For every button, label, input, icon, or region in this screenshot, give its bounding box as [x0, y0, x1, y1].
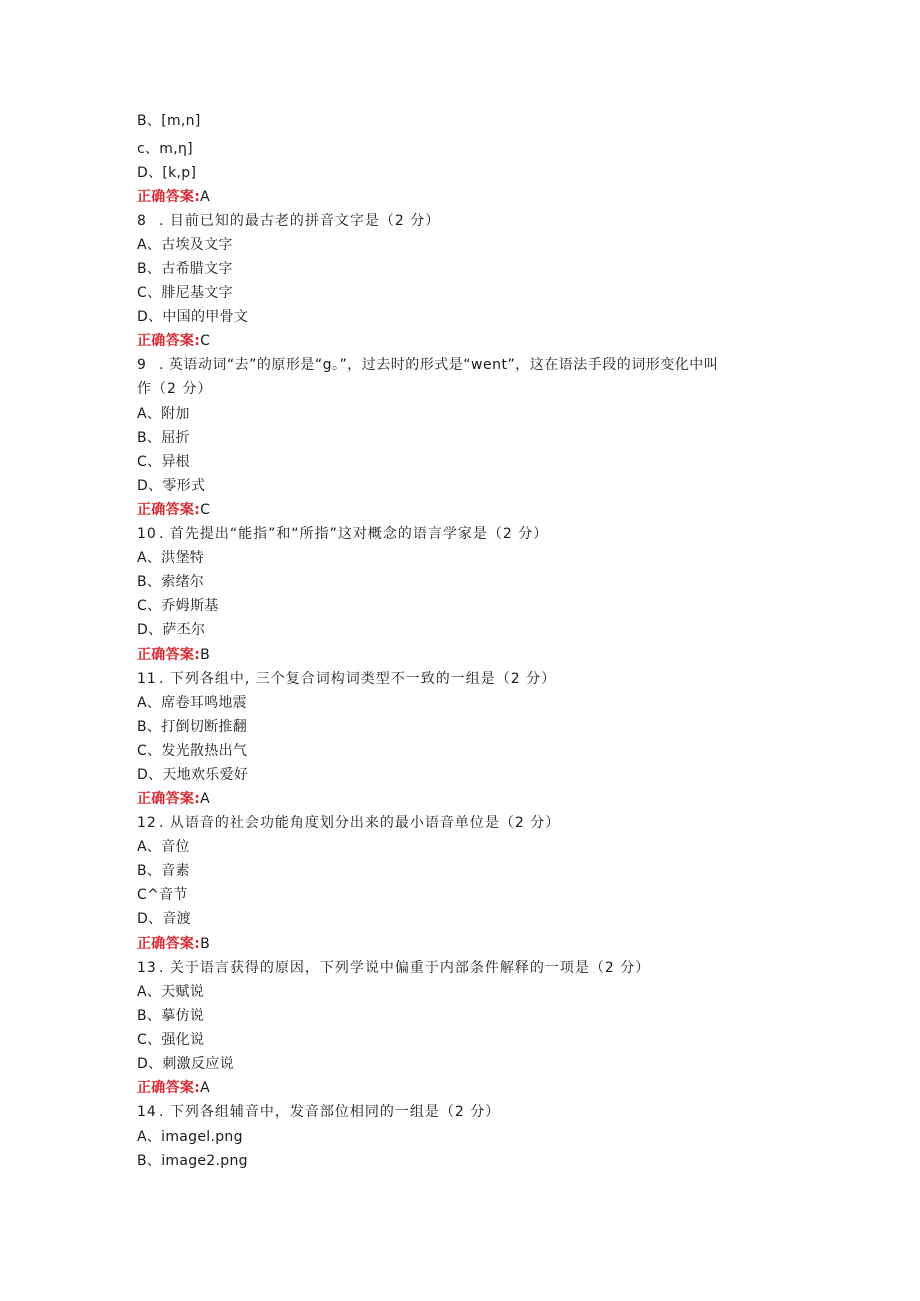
q8-option-a: A、古埃及文字 [137, 237, 233, 253]
q10-answer [137, 646, 210, 664]
q9-option-d: D、零形式 [137, 478, 206, 494]
answer-label: 正确答案: [137, 502, 201, 518]
q9-question-cont: 作（2 分） [137, 381, 213, 397]
q9-option-b: B、屈折 [137, 430, 190, 446]
q12-option-d: D、音渡 [137, 911, 191, 927]
answer-value: B [200, 647, 211, 663]
answer-value: A [200, 1080, 210, 1096]
q11-option-c: C、发光散热出气 [137, 743, 248, 759]
q7-option-d: D、[k,p] [137, 165, 197, 181]
answer-value: B [200, 936, 211, 952]
q8-option-b: B、古希腊文字 [137, 261, 233, 277]
q10-option-b: B、索绪尔 [137, 574, 205, 590]
question-number: 9 [137, 357, 147, 373]
q11-question [137, 670, 556, 688]
q9-option-a: A、附加 [137, 406, 190, 422]
question-text: . 关于语言获得的原因，下列学说中偏重于内部条件解释的一项是（2 分） [159, 960, 651, 976]
q7-answer [137, 188, 210, 206]
q13-option-a: A、天赋说 [137, 984, 205, 1000]
q8-question [137, 212, 440, 230]
q8-answer [137, 332, 210, 350]
q14-option-b: B、image2.png [137, 1153, 248, 1169]
question-text: . 下列各组辅音中，发音部位相同的一组是（2 分） [159, 1104, 501, 1120]
q10-option-a: A、洪堡特 [137, 550, 205, 566]
answer-label: 正确答案: [137, 791, 201, 807]
q13-question [137, 959, 650, 977]
q8-option-c: C、腓尼基文字 [137, 285, 233, 301]
question-text: . 英语动词“去”的原形是“g。”，过去时的形式是“went”，这在语法手段的词形变化中叫 [159, 357, 719, 373]
answer-label: 正确答案: [137, 647, 201, 663]
q7-option-c: c、m,η] [137, 141, 193, 157]
q11-option-a: A、席卷耳鸣地震 [137, 695, 247, 711]
q13-option-c: C、强化说 [137, 1032, 205, 1048]
answer-label: 正确答案: [137, 189, 201, 205]
answer-value: C [200, 502, 211, 518]
q10-option-c: C、乔姆斯基 [137, 598, 219, 614]
question-text: . 首先提出“能指”和“所指”这对概念的语言学家是（2 分） [159, 526, 549, 542]
q14-question [137, 1103, 500, 1121]
question-number: 8 [137, 213, 147, 229]
q12-question [137, 814, 560, 832]
q13-option-b: B、摹仿说 [137, 1008, 205, 1024]
q9-option-c: C、异根 [137, 454, 190, 470]
q11-option-b: B、打倒切断推翻 [137, 719, 248, 735]
q9-answer [137, 501, 210, 519]
question-number: 10 [137, 526, 157, 542]
q12-option-a: A、音位 [137, 839, 190, 855]
question-number: 13 [137, 960, 157, 976]
question-text: . 下列各组中, 三个复合词构词类型不一致的一组是（2 分） [159, 671, 557, 687]
question-text: . 从语音的社会功能角度划分出来的最小语音单位是（2 分） [159, 815, 561, 831]
question-number: 12 [137, 815, 157, 831]
answer-value: A [200, 791, 210, 807]
answer-label: 正确答案: [137, 1080, 201, 1096]
q12-option-c: C^音节 [137, 887, 188, 903]
answer-value: C [200, 333, 211, 349]
q12-option-b: B、音素 [137, 863, 190, 879]
q10-question [137, 525, 548, 543]
q10-option-d: D、萨丕尔 [137, 622, 206, 638]
q8-option-d: D、中国的甲骨文 [137, 309, 249, 325]
q9-question [137, 356, 718, 374]
question-text: . 目前已知的最古老的拼音文字是（2 分） [159, 213, 441, 229]
question-number: 11 [137, 671, 157, 687]
q13-answer [137, 1079, 210, 1097]
q7-option-b: B、[m,n] [137, 113, 201, 129]
q14-option-a: A、imagel.png [137, 1129, 243, 1145]
answer-value: A [200, 189, 210, 205]
answer-label: 正确答案: [137, 333, 201, 349]
q12-answer [137, 935, 210, 953]
q11-answer [137, 790, 210, 808]
q11-option-d: D、天地欢乐爱好 [137, 767, 249, 783]
q13-option-d: D、刺激反应说 [137, 1056, 234, 1072]
question-number: 14 [137, 1104, 157, 1120]
answer-label: 正确答案: [137, 936, 201, 952]
